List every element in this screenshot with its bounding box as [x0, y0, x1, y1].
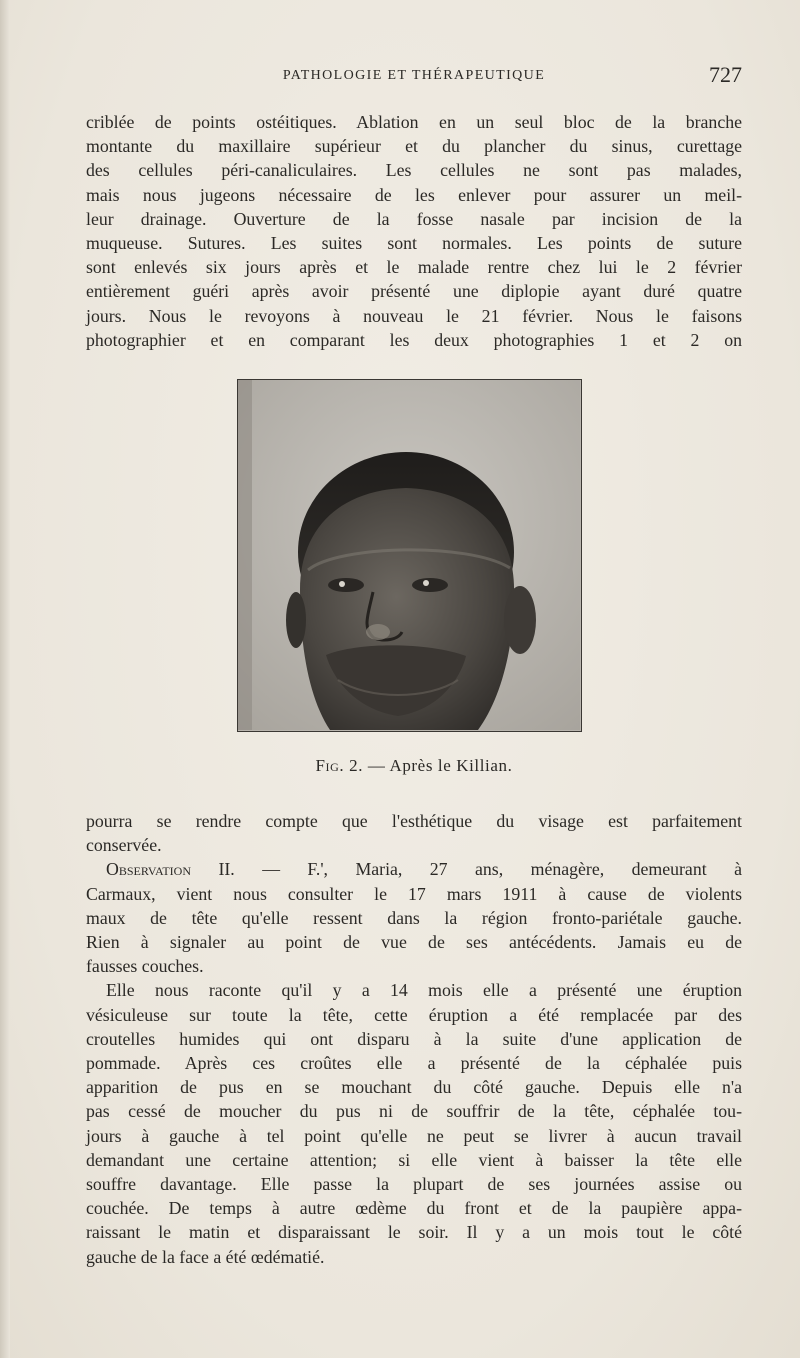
text-line: des cellules péri-canaliculaires. Les cellules ne sont pas malades,: [86, 160, 742, 181]
observation-heading-text: II. — F.', Maria, 27 ans, ménagère, demeurant à: [191, 859, 742, 880]
text-line: couchée. De temps à autre œdème du front et de la paupière appa-: [86, 1198, 742, 1219]
running-title: PATHOLOGIE ET THÉRAPEUTIQUE: [282, 68, 546, 83]
text-line: photographier et en comparant les deux photographies 1 et 2 on: [86, 329, 742, 350]
text-line: entièrement guéri après avoir présenté une diplopie ayant duré quatre: [86, 281, 742, 302]
text-line: criblée de points ostéitiques. Ablation en un seul bloc de la branche: [86, 112, 742, 132]
bottom-text-block: [86, 809, 742, 1269]
text-line: pourra se rendre compte que l'esthétique du visage est parfaitement: [86, 811, 742, 831]
text-line: leur drainage. Ouverture de la fosse nasale par incision de la: [86, 208, 742, 229]
text-line: demandant une certaine attention; si elle vient à baisser la tête elle: [86, 1149, 742, 1170]
text-line: maux de tête qu'elle ressent dans la région fronto-pariétale gauche.: [86, 907, 742, 928]
running-header: [86, 64, 742, 88]
text-line: apparition de pus en se mouchant du côté gauche. Depuis elle n'a: [86, 1077, 742, 1098]
text-line: vésiculeuse sur toute la tête, cette éruption a été remplacée par des: [86, 1004, 742, 1025]
text-line: Elle nous raconte qu'il y a 14 mois elle a présenté une éruption: [106, 980, 742, 1001]
text-line: raissant le matin et disparaissant le soir. Il y a un mois tout le côté: [86, 1222, 742, 1243]
text-line: muqueuse. Sutures. Les suites sont normales. Les points de suture: [86, 233, 742, 254]
portrait-photo-image: [238, 380, 580, 730]
page-number: 727: [709, 62, 742, 87]
text-line: montante du maxillaire supérieur et du plancher du sinus, curettage: [86, 136, 742, 157]
text-line: Carmaux, vient nous consulter le 17 mars 1911 à cause de violents: [86, 883, 742, 904]
text-line: jours. Nous le revoyons à nouveau le 21 février. Nous le faisons: [86, 305, 742, 326]
text-line: conservée.: [86, 835, 162, 856]
observation-label: Observation: [106, 859, 192, 880]
top-paragraph: [86, 110, 742, 352]
text-line: fausses couches.: [86, 956, 204, 977]
caption-label: Fig.: [315, 756, 345, 775]
history-paragraph: [86, 978, 742, 1268]
caption-text: 2. — Après le Killian.: [344, 756, 513, 775]
text-line: pas cessé de moucher du pus ni de souffrir de la tête, céphalée tou-: [86, 1101, 742, 1122]
text-line: Rien à signaler au point de vue de ses antécédents. Jamais eu de: [86, 932, 742, 953]
continuation-paragraph: [86, 809, 742, 857]
figure-photograph: [237, 379, 582, 732]
text-line: sont enlevés six jours après et le malade rentre chez lui le 2 février: [86, 257, 742, 278]
observation-paragraph: [86, 857, 742, 978]
figure-caption: [86, 756, 742, 776]
text-line: jours à gauche à tel point qu'elle ne peut se livrer à aucun travail: [86, 1125, 742, 1146]
text-line: souffre davantage. Elle passe la plupart de ses journées assise ou: [86, 1174, 742, 1195]
text-line: [86, 857, 742, 881]
text-line: pommade. Après ces croûtes elle a présenté de la céphalée puis: [86, 1053, 742, 1074]
text-line: croutelles humides qui ont disparu à la suite d'une application de: [86, 1028, 742, 1049]
paragraph: [86, 110, 742, 352]
page-edge-shadow: [0, 0, 10, 1358]
text-line: gauche de la face a été œdématié.: [86, 1246, 325, 1267]
text-line: mais nous jugeons nécessaire de les enlever pour assurer un meil-: [86, 184, 742, 205]
